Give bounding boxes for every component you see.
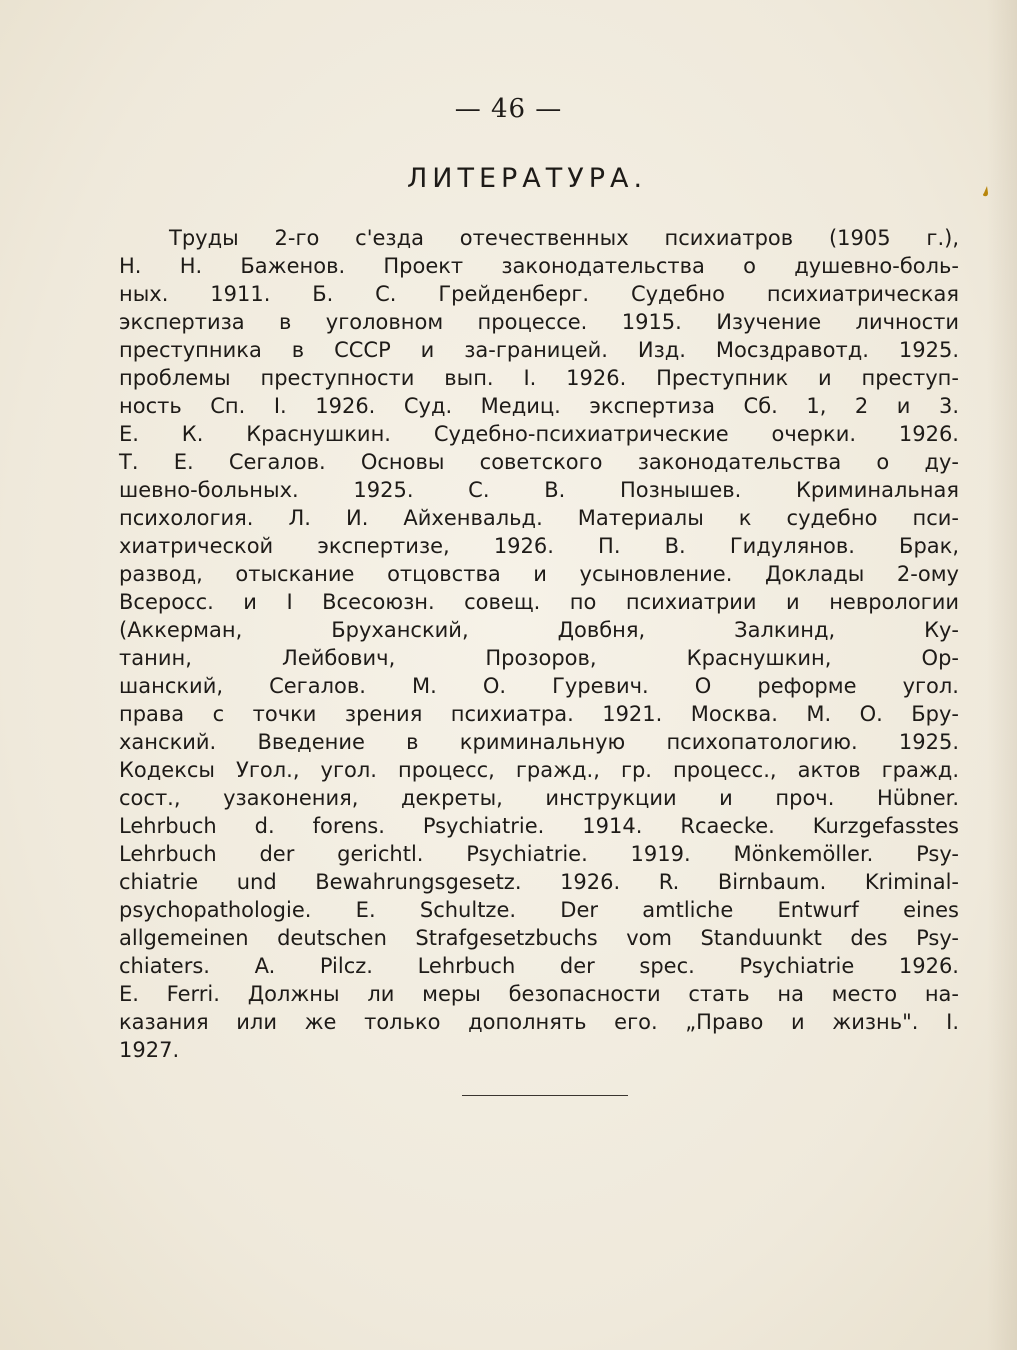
text-line: преступника в СССР и за-границей. Изд. Мосздравотд. 1925. — [119, 338, 959, 362]
text-line: шевно-больных. 1925. С. В. Познышев. Криминальная — [119, 478, 959, 502]
text-line: chiatrie und Bewahrungsgesetz. 1926. R. Birnbaum. Kriminal- — [119, 870, 959, 894]
text-line: Кодексы Угол., угол. процесс, гражд., гр. процесс., актов гражд. — [119, 758, 959, 782]
text-line: psychopathologie. E. Schultze. Der amtliche Entwurf eines — [119, 898, 959, 922]
page-number: — 46 — — [454, 94, 563, 124]
closing-rule — [462, 1095, 628, 1096]
text-line: Е. К. Краснушкин. Судебно-психиатрические очерки. 1926. — [119, 422, 959, 446]
text-line: Труды 2-го с'езда отечественных психиатров (1905 г.), — [169, 226, 959, 250]
text-line: развод, отыскание отцовства и усыновление. Доклады 2-ому — [119, 562, 959, 586]
text-line: сост., узаконения, декреты, инструкции и проч. Hübner. — [119, 786, 959, 810]
text-line: проблемы преступности вып. I. 1926. Преступник и преступ- — [119, 366, 959, 390]
text-line: Всеросс. и I Всесоюзн. совещ. по психиатрии и неврологии — [119, 590, 959, 614]
text-line: казания или же только дополнять его. „Право и жизнь". I. — [119, 1010, 959, 1034]
text-line: (Аккерман, Бруханский, Довбня, Залкинд, Ку- — [119, 618, 959, 642]
text-line: Н. Н. Баженов. Проект законодательства о душевно-боль- — [119, 254, 959, 278]
text-line: танин, Лейбович, Прозоров, Краснушкин, Ор- — [119, 646, 959, 670]
text-line: ных. 1911. Б. С. Грейденберг. Судебно психиатрическая — [119, 282, 959, 306]
text-line: психология. Л. И. Айхенвальд. Материалы к судебно пси- — [119, 506, 959, 530]
text-line: allgemeinen deutschen Strafgesetzbuchs vom Standuunkt des Psy- — [119, 926, 959, 950]
text-line: хиатрической экспертизе, 1926. П. В. Гидулянов. Брак, — [119, 534, 959, 558]
text-line: Т. Е. Сегалов. Основы советского законодательства о ду- — [119, 450, 959, 474]
text-line: права с точки зрения психиатра. 1921. Москва. М. О. Бру- — [119, 702, 959, 726]
page-edge-shadow — [987, 0, 1017, 1350]
section-heading: ЛИТЕРАТУРА. — [406, 163, 648, 194]
text-line: chiaters. A. Pilcz. Lehrbuch der spec. Psychiatrie 1926. — [119, 954, 959, 978]
text-line: Lehrbuch d. forens. Psychiatrie. 1914. Rcaecke. Kurzgefasstes — [119, 814, 959, 838]
text-line: экспертиза в уголовном процессе. 1915. Изучение личности — [119, 310, 959, 334]
ink-mark-icon — [982, 186, 990, 198]
text-line: 1927. — [119, 1038, 180, 1062]
text-line: шанский, Сегалов. М. О. Гуревич. О реформе угол. — [119, 674, 959, 698]
text-line: ность Сп. I. 1926. Суд. Медиц. экспертиза Сб. 1, 2 и 3. — [119, 394, 959, 418]
text-line: ханский. Введение в криминальную психопатологию. 1925. — [119, 730, 959, 754]
bibliography-text — [119, 224, 959, 1064]
text-line: E. Ferri. Должны ли меры безопасности стать на место на- — [119, 982, 959, 1006]
text-line: Lehrbuch der gerichtl. Psychiatrie. 1919. Mönkemöller. Psy- — [119, 842, 959, 866]
